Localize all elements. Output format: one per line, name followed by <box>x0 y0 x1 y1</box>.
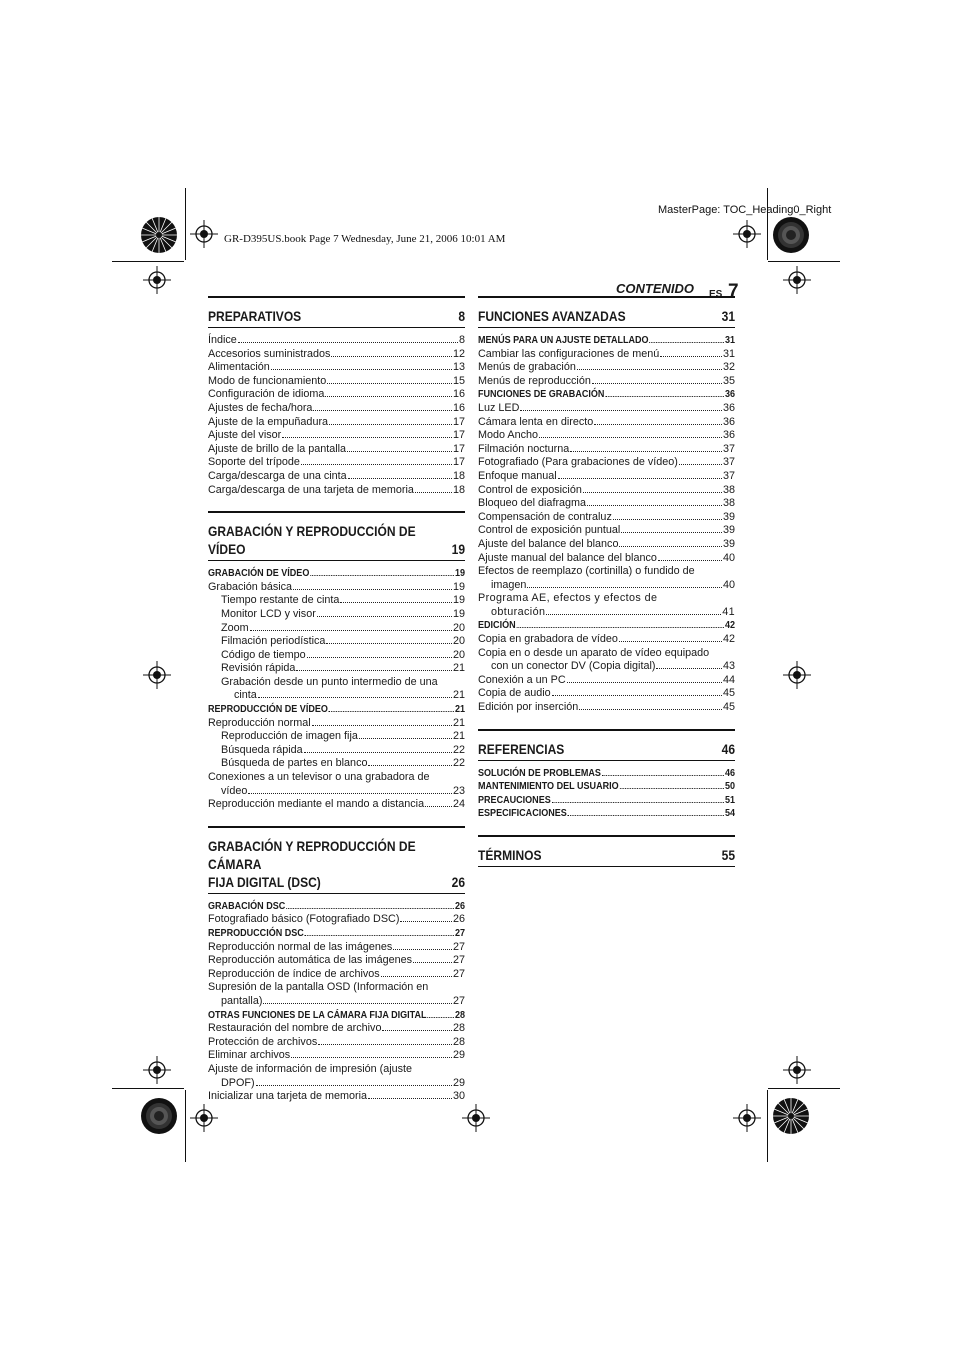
dot-leader <box>312 725 452 726</box>
master-page-label: MasterPage: TOC_Heading0_Right <box>658 204 832 216</box>
toc-section-heading[interactable] <box>208 296 465 328</box>
crop-line <box>112 261 184 262</box>
entry-label: Enfoque manual <box>478 469 557 482</box>
dot-leader <box>570 451 722 452</box>
toc-entry[interactable]: Conexiones a un televisor o una grabadora de vídeo 23 <box>208 771 465 797</box>
entry-page: 13 <box>452 361 465 374</box>
dot-leader <box>318 1044 452 1045</box>
toc-entry[interactable] <box>478 674 735 688</box>
toc-subheading[interactable]: REPRODUCCIÓN DE VÍDEO 21 <box>208 703 466 716</box>
dot-leader <box>313 410 452 411</box>
dot-leader <box>340 602 452 603</box>
entry-label: Tiempo restante de cinta <box>221 594 340 607</box>
dot-leader <box>594 424 722 425</box>
entry-label: MANTENIMIENTO DEL USUARIO <box>478 780 619 793</box>
section-title: REFERENCIAS <box>478 740 565 757</box>
toc-left-column <box>208 296 465 1104</box>
entry-label: Configuración de idioma <box>208 388 325 401</box>
section-page: 26 <box>451 873 466 890</box>
entry-page: 36 <box>722 415 735 428</box>
dot-leader <box>331 356 452 357</box>
entry-label: Reproducción de índice de archivos <box>208 967 380 980</box>
dot-leader <box>579 709 722 710</box>
toc-entry[interactable] <box>478 687 735 701</box>
toc-subheading[interactable] <box>478 780 735 794</box>
section-page: 31 <box>721 308 736 324</box>
dot-leader <box>325 396 452 397</box>
entry-page: 36 <box>722 429 735 442</box>
entry-page: 15 <box>452 374 465 387</box>
entry-label: Grabación básica <box>208 580 293 593</box>
toc-entry-list <box>208 334 465 497</box>
section-title: GRABACIÓN Y REPRODUCCIÓN DE CÁMARA <box>208 837 416 872</box>
toc-entry[interactable]: Supresión de la pantalla OSD (Información en pantalla) 27 <box>208 981 465 1007</box>
toc-entry[interactable] <box>208 416 465 430</box>
entry-label: Control de exposición puntual <box>478 524 621 537</box>
toc-entry[interactable] <box>208 594 465 608</box>
entry-label: Revisión rápida <box>221 662 296 675</box>
entry-page: 22 <box>452 757 465 770</box>
entry-label: Eliminar archivos <box>208 1049 291 1062</box>
registration-mark-icon <box>143 1056 171 1084</box>
entry-page: 21 <box>452 730 465 743</box>
dot-leader <box>271 369 452 370</box>
toc-entry[interactable] <box>208 484 465 498</box>
dot-leader <box>568 815 724 816</box>
entry-label: Cambiar las configuraciones de menú <box>478 347 660 360</box>
entry-page: 20 <box>452 621 465 634</box>
toc-entry[interactable]: Ajuste de información de impresión (ajuste DPOF) 29 <box>208 1062 465 1089</box>
toc-entry[interactable] <box>208 470 465 484</box>
toc-entry-list <box>208 581 465 676</box>
toc-entry[interactable] <box>478 456 735 470</box>
dot-leader <box>238 342 458 343</box>
dot-leader <box>592 383 722 384</box>
dot-leader <box>317 616 452 617</box>
entry-label: Luz LED <box>478 401 520 414</box>
toc-entry[interactable] <box>208 429 465 443</box>
entry-page: 37 <box>722 456 735 469</box>
toc-entry-list <box>478 674 735 715</box>
entry-label: Restauración del nombre de archivo <box>208 1022 382 1035</box>
entry-label: Accesorios suministrados <box>208 347 331 360</box>
entry-label: Código de tiempo <box>221 648 306 661</box>
entry-label: Carga/descarga de una cinta <box>208 469 347 482</box>
entry-page: 36 <box>722 401 735 414</box>
entry-label: Modo Ancho <box>478 429 539 442</box>
dot-leader <box>393 949 452 950</box>
book-info-line: GR-D395US.book Page 7 Wednesday, June 21, 2006 10:01 AM <box>224 233 506 245</box>
entry-label: Menús de reproducción <box>478 374 591 387</box>
entry-label: Búsqueda rápida <box>221 743 303 756</box>
toc-entry[interactable] <box>208 443 465 457</box>
entry-label: Conexión a un PC <box>478 673 566 686</box>
toc-entry-list <box>478 348 735 389</box>
toc-entry[interactable] <box>208 662 465 676</box>
entry-page: 19 <box>452 594 465 607</box>
entry-label: SOLUCIÓN DE PROBLEMAS <box>478 766 601 779</box>
registration-mark-icon <box>783 661 811 689</box>
toc-entry[interactable] <box>208 635 465 649</box>
entry-page: 20 <box>452 648 465 661</box>
toc-entry[interactable] <box>208 388 465 402</box>
toc-entry[interactable]: Programa AE, efectos y efectos de obturación 41 <box>478 592 735 618</box>
entry-page: 17 <box>452 415 465 428</box>
entry-label: Menús de grabación <box>478 361 576 374</box>
crop-line <box>768 1088 840 1089</box>
crop-line <box>185 188 186 260</box>
toc-section-heading[interactable] <box>478 296 735 328</box>
starburst-mark-icon <box>140 1097 178 1135</box>
toc-entry[interactable] <box>478 552 735 566</box>
toc-subheading[interactable]: OTRAS FUNCIONES DE LA CÁMARA FIJA DIGITAL 28 <box>208 1008 466 1021</box>
dot-leader <box>250 630 452 631</box>
entry-label: Modo de funcionamiento <box>208 374 327 387</box>
toc-right-column <box>478 296 735 873</box>
crop-line <box>768 261 840 262</box>
dot-leader <box>359 738 452 739</box>
toc-entry[interactable]: Fotografiado básico (Fotografiado DSC) 26 <box>208 913 465 926</box>
entry-page: 19 <box>452 580 465 593</box>
entry-label: Reproducción automática de las imágenes <box>208 954 413 967</box>
entry-page: 21 <box>452 662 465 675</box>
section-title: PREPARATIVOS <box>208 308 302 324</box>
crop-line <box>767 188 768 260</box>
entry-page: 8 <box>458 334 465 346</box>
dot-leader <box>291 1057 452 1058</box>
toc-entry-list <box>208 941 465 982</box>
entry-label: Soporte del trípode <box>208 456 300 469</box>
toc-entry[interactable] <box>208 581 465 595</box>
toc-entry[interactable] <box>208 744 465 758</box>
toc-entry[interactable] <box>208 402 465 416</box>
dot-leader <box>520 410 722 411</box>
toc-entry[interactable] <box>208 757 465 771</box>
entry-label: Reproducción de imagen fija <box>221 730 358 743</box>
toc-entry[interactable] <box>208 1036 465 1050</box>
entry-page: 50 <box>724 780 736 793</box>
toc-entry[interactable] <box>478 375 735 389</box>
entry-label: Ajuste manual del balance del blanco <box>478 551 657 564</box>
entry-page: 38 <box>722 483 735 496</box>
dot-leader <box>613 519 722 520</box>
dot-leader <box>660 356 722 357</box>
entry-page: 29 <box>452 1049 465 1062</box>
entry-label: Cámara lenta en directo <box>478 415 594 428</box>
entry-page: 18 <box>452 469 465 482</box>
entry-label: Ajuste del visor <box>208 429 282 442</box>
registration-mark-icon <box>733 220 761 248</box>
toc-entry[interactable] <box>208 456 465 470</box>
dot-leader <box>415 492 452 493</box>
toc-section-heading[interactable] <box>208 826 465 894</box>
entry-page: 31 <box>722 347 735 360</box>
toc-entry[interactable] <box>208 1049 465 1063</box>
entry-label: Alimentación <box>208 361 270 374</box>
starburst-mark-icon <box>772 1097 810 1135</box>
entry-label: Filmación nocturna <box>478 442 570 455</box>
dot-leader <box>293 589 452 590</box>
entry-label: Ajuste de la empuñadura <box>208 415 329 428</box>
entry-page: 21 <box>452 716 465 729</box>
toc-entry[interactable] <box>208 375 465 389</box>
toc-entry[interactable] <box>478 484 735 498</box>
toc-entry[interactable] <box>208 1022 465 1036</box>
registration-mark-icon <box>783 266 811 294</box>
entry-label: Búsqueda de partes en blanco <box>221 757 368 770</box>
toc-entry[interactable]: Grabación desde un punto intermedio de una cinta 21 <box>221 675 465 702</box>
dot-leader <box>348 478 452 479</box>
dot-leader <box>329 424 452 425</box>
entry-label: Carga/descarga de una tarjeta de memoria <box>208 483 414 496</box>
toc-subheading[interactable]: REPRODUCCIÓN DSC 27 <box>208 927 466 939</box>
entry-page: 37 <box>722 469 735 482</box>
toc-entry[interactable] <box>208 622 465 636</box>
dot-leader <box>658 560 722 561</box>
toc-subheading[interactable] <box>478 807 735 821</box>
toc-entry[interactable] <box>208 941 465 955</box>
entry-page: 16 <box>452 401 465 414</box>
toc-entry[interactable] <box>208 968 465 982</box>
dot-leader <box>301 464 452 465</box>
registration-mark-icon <box>462 1104 490 1132</box>
toc-entry[interactable] <box>208 348 465 362</box>
entry-page: 28 <box>452 1022 465 1035</box>
entry-label: Control de exposición <box>478 483 582 496</box>
entry-page: 27 <box>452 967 465 980</box>
entry-label: ESPECIFICACIONES <box>478 807 567 820</box>
toc-entry[interactable] <box>478 701 735 715</box>
entry-label: Ajuste de brillo de la pantalla <box>208 442 347 455</box>
crop-line <box>112 1088 184 1089</box>
section-title: GRABACIÓN Y REPRODUCCIÓN DE VÍDEO <box>208 523 416 558</box>
toc-subheading[interactable]: GRABACIÓN DSC 26 <box>208 899 466 912</box>
toc-entry[interactable] <box>478 524 735 538</box>
entry-label: Índice <box>208 334 237 346</box>
dot-leader <box>577 369 722 370</box>
toc-subheading[interactable]: MENÚS PARA UN AJUSTE DETALLADO 31 <box>478 334 736 346</box>
entry-label: Monitor LCD y visor <box>221 607 316 620</box>
entry-label: Compensación de contraluz <box>478 510 612 523</box>
registration-mark-icon <box>190 1104 218 1132</box>
dot-leader <box>621 532 722 533</box>
toc-subheading[interactable]: GRABACIÓN DE VÍDEO 19 <box>208 567 466 580</box>
toc-entry[interactable] <box>478 429 735 443</box>
entry-page: 22 <box>452 743 465 756</box>
dot-leader <box>587 505 722 506</box>
entry-label: Fotografiado (Para grabaciones de vídeo) <box>478 456 678 469</box>
entry-page: 12 <box>452 347 465 360</box>
toc-section-heading[interactable] <box>208 511 465 561</box>
starburst-mark-icon <box>772 216 810 254</box>
dot-leader <box>307 657 452 658</box>
section-title: FIJA DIGITAL (DSC) <box>208 873 321 890</box>
entry-page: 20 <box>452 635 465 648</box>
toc-entry[interactable]: Efectos de reemplazo (cortinilla) o fundido de imagen 40 <box>478 565 735 591</box>
dot-leader <box>382 1030 452 1031</box>
entry-page: 17 <box>452 442 465 455</box>
entry-page: 19 <box>452 607 465 620</box>
entry-page: 39 <box>722 510 735 523</box>
entry-page: 16 <box>452 388 465 401</box>
dot-leader <box>679 464 722 465</box>
entry-label: Copia de audio <box>478 687 551 700</box>
page-number: 7 <box>728 281 739 302</box>
toc-section-heading[interactable] <box>478 729 735 761</box>
section-page: 8 <box>458 308 466 324</box>
toc-entry[interactable]: Copia en grabadora de vídeo 42 <box>478 633 735 646</box>
dot-leader <box>368 765 452 766</box>
entry-page: 40 <box>722 551 735 564</box>
entry-label: Ajustes de fecha/hora <box>208 401 313 414</box>
registration-mark-icon <box>733 1104 761 1132</box>
toc-entry[interactable] <box>478 416 735 430</box>
entry-label: PRECAUCIONES <box>478 793 551 806</box>
toc-entry-list <box>478 767 735 821</box>
toc-entry-list <box>208 717 465 771</box>
toc-entry[interactable] <box>478 538 735 552</box>
dot-leader <box>552 695 722 696</box>
toc-entry[interactable] <box>478 470 735 484</box>
entry-label: Filmación periodística <box>221 635 326 648</box>
toc-entry[interactable] <box>208 717 465 731</box>
toc-entry[interactable]: Reproducción mediante el mando a distancia 24 <box>208 798 465 811</box>
language-code: ES <box>709 289 723 300</box>
dot-leader <box>567 682 722 683</box>
entry-label: Edición por inserción <box>478 701 579 714</box>
entry-label: Bloqueo del diafragma <box>478 497 587 510</box>
entry-page: 27 <box>452 940 465 953</box>
entry-page: 17 <box>452 456 465 469</box>
dot-leader <box>619 546 722 547</box>
dot-leader <box>347 451 452 452</box>
dot-leader <box>539 437 722 438</box>
toc-entry-list <box>478 402 735 565</box>
entry-page: 45 <box>722 687 735 700</box>
toc-entry[interactable] <box>208 730 465 744</box>
entry-page: 39 <box>722 524 735 537</box>
toc-entry[interactable] <box>208 608 465 622</box>
entry-page: 44 <box>722 673 735 686</box>
toc-entry[interactable] <box>478 361 735 375</box>
entry-page: 37 <box>722 442 735 455</box>
toc-subheading[interactable] <box>478 794 735 808</box>
section-page: 55 <box>721 847 736 863</box>
registration-mark-icon <box>190 220 218 248</box>
toc-entry[interactable]: Inicializar una tarjeta de memoria 30 <box>208 1090 465 1103</box>
toc-subheading[interactable]: FUNCIONES DE GRABACIÓN 36 <box>478 388 736 401</box>
dot-leader <box>327 383 452 384</box>
toc-entry[interactable] <box>208 334 465 348</box>
entry-label: Reproducción normal <box>208 716 311 729</box>
entry-page: 28 <box>452 1035 465 1048</box>
crop-line <box>767 1090 768 1162</box>
dot-leader <box>620 788 725 789</box>
section-page: 46 <box>721 740 736 757</box>
crop-line <box>185 1090 186 1162</box>
registration-mark-icon <box>783 1056 811 1084</box>
entry-page: 39 <box>722 537 735 550</box>
toc-subheading[interactable] <box>478 767 735 781</box>
entry-page: 27 <box>452 954 465 967</box>
entry-label: Ajuste del balance del blanco <box>478 537 619 550</box>
entry-label: Reproducción normal de las imágenes <box>208 940 393 953</box>
entry-label: Zoom <box>221 621 249 634</box>
entry-page: 32 <box>722 361 735 374</box>
toc-entry[interactable] <box>208 361 465 375</box>
registration-mark-icon <box>143 266 171 294</box>
dot-leader <box>326 643 452 644</box>
entry-page: 18 <box>452 483 465 496</box>
entry-label: Protección de archivos <box>208 1035 318 1048</box>
toc-entry[interactable] <box>208 954 465 968</box>
section-page: 19 <box>451 541 466 558</box>
toc-section-heading[interactable] <box>478 835 735 867</box>
dot-leader <box>583 492 722 493</box>
entry-page: 45 <box>722 701 735 714</box>
toc-entry[interactable]: Copia en o desde un aparato de vídeo equipado con un conector DV (Copia digital) 43 <box>478 646 735 673</box>
toc-entry[interactable] <box>478 402 735 416</box>
dot-leader <box>602 775 724 776</box>
toc-entry[interactable] <box>478 443 735 457</box>
toc-entry[interactable] <box>478 511 735 525</box>
starburst-mark-icon <box>140 216 178 254</box>
entry-page: 54 <box>724 807 736 820</box>
section-title: TÉRMINOS <box>478 847 542 863</box>
toc-subheading[interactable]: EDICIÓN 42 <box>478 619 736 632</box>
entry-page: 35 <box>722 374 735 387</box>
section-title: FUNCIONES AVANZADAS <box>478 308 626 324</box>
dot-leader <box>381 976 452 977</box>
toc-entry[interactable] <box>208 649 465 663</box>
entry-page: 46 <box>724 766 736 779</box>
entry-page: 38 <box>722 497 735 510</box>
dot-leader <box>296 670 452 671</box>
registration-mark-icon <box>143 661 171 689</box>
entry-page: 17 <box>452 429 465 442</box>
dot-leader <box>558 478 722 479</box>
dot-leader <box>304 752 452 753</box>
entry-page: 51 <box>724 793 736 806</box>
toc-entry[interactable] <box>478 348 735 362</box>
dot-leader <box>282 437 452 438</box>
dot-leader <box>413 962 452 963</box>
running-header-title: CONTENIDO <box>616 281 694 296</box>
toc-entry-list <box>208 1022 465 1063</box>
dot-leader <box>552 802 725 803</box>
toc-entry[interactable] <box>478 497 735 511</box>
